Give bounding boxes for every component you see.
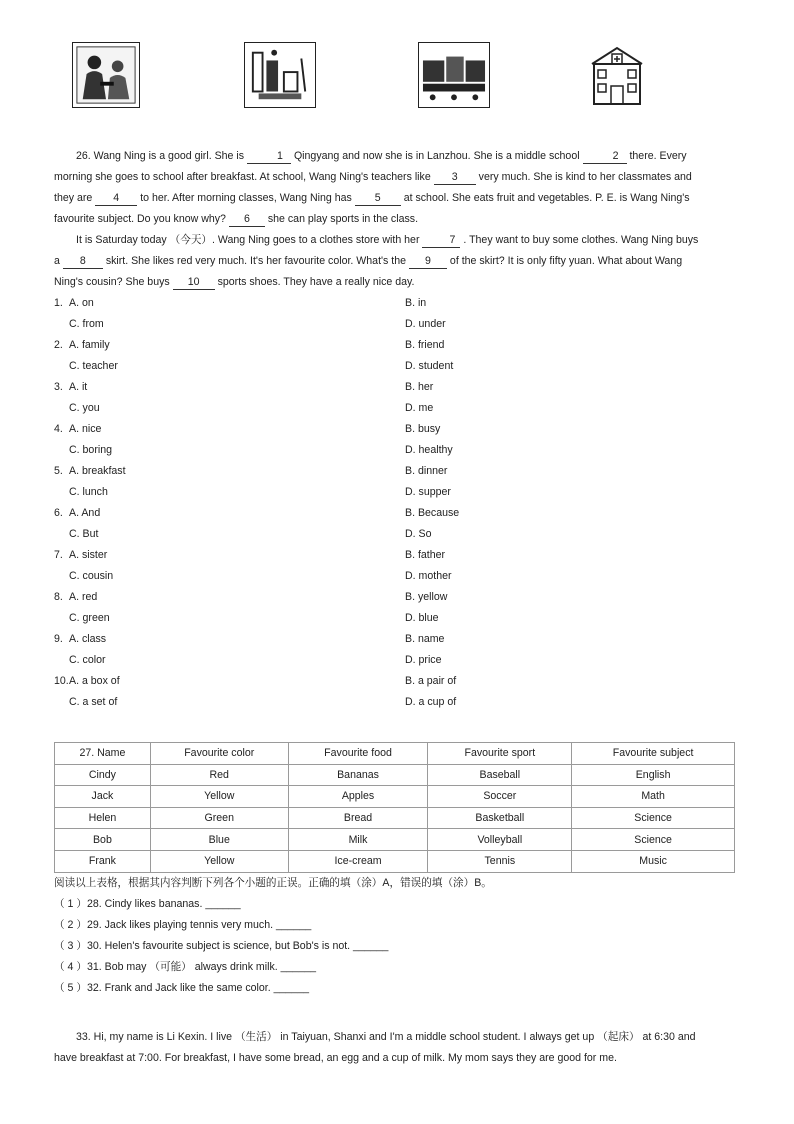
judge-item-28[interactable]: （ 1 ）28. Cindy likes bananas. ______ [54,898,241,910]
option-c[interactable]: C. cousin [69,570,114,582]
option-num: 8. [54,591,63,603]
table-row [55,764,735,786]
q33-line2: have breakfast at 7:00. For breakfast, I have some bread, an egg and a cup of milk. My mom says they are good for me. [54,1052,617,1064]
option-num: 1. [54,297,63,309]
blank-6[interactable]: 6 [229,212,265,227]
q26-line1: 26. Wang Ning is a good girl. She is 1 Qingyang and now she is in Lanzhou. She is a middle school 2 there. Every [76,150,687,162]
market-stalls-picture [418,42,490,108]
q26-line4: favourite subject. Do you know why? 6 she can play sports in the class. [54,213,419,225]
table-row [55,850,735,872]
table-row [55,786,735,808]
table-cell: Tennis [428,850,572,872]
option-b[interactable]: B. her [405,381,434,393]
option-num: 2. [54,339,63,351]
blank-1[interactable]: 1 [247,149,291,164]
judge-item-32[interactable]: （ 5 ）32. Frank and Jack like the same color. ______ [54,982,309,994]
option-d[interactable]: D. blue [405,612,439,624]
market-stalls-icon [419,43,489,107]
option-c[interactable]: C. lunch [69,486,108,498]
table-cell: Yellow [150,850,288,872]
option-d[interactable]: D. student [405,360,454,372]
blank-3[interactable]: 3 [434,170,476,185]
hospital-building-picture [586,42,648,108]
option-b[interactable]: B. dinner [405,465,448,477]
hospital-icon [586,42,648,108]
table-cell: Science [572,829,735,851]
table-cell: Cindy [55,764,151,786]
table-header: Favourite subject [572,743,735,765]
kitchen-items-picture [244,42,316,108]
favourites-table [54,742,735,873]
table-cell: Frank [55,850,151,872]
q26-line5: It is Saturday today （今天）. Wang Ning goes to a clothes store with her 7 . They want to buy some clothes. Wang Ning buys [76,234,699,246]
table-cell: Bananas [288,764,428,786]
table-row [55,829,735,851]
q33-passage [54,1027,742,1069]
option-c[interactable]: C. green [69,612,110,624]
table-cell: Green [150,807,288,829]
judge-item-30[interactable]: （ 3 ）30. Helen's favourite subject is science, but Bob's is not. ______ [54,940,389,952]
option-c[interactable]: C. color [69,654,106,666]
option-a[interactable]: A. red [69,591,98,603]
table-cell: Helen [55,807,151,829]
q26-line2: morning she goes to school after breakfast. At school, Wang Ning's teachers like 3 very much. She is kind to her classmates and [54,171,692,183]
judge-instruction: 阅读以上表格，根据其内容判断下列各个小题的正误。正确的填（涂）A，错误的填（涂）B。 [54,877,492,889]
table-cell: Yellow [150,786,288,808]
q26-line3: they are 4 to her. After morning classes, Wang Ning has 5 at school. She eats fruit and vegetables. P. E. is Wang Ning's [54,192,690,204]
table-cell: Math [572,786,735,808]
q26-line6: a 8 skirt. She likes red very much. It's her favourite color. What's the 9 of the skirt? It is only fifty yuan. What about Wang [54,255,683,267]
table-cell: Red [150,764,288,786]
option-c[interactable]: C. But [69,528,99,540]
option-a[interactable]: A. breakfast [69,465,126,477]
table-row [55,807,735,829]
q26-passage [54,146,742,293]
option-a[interactable]: A. nice [69,423,102,435]
option-b[interactable]: B. in [405,297,427,309]
q26-line7: Ning's cousin? She buys 10 sports shoes. They have a really nice day. [54,276,415,288]
option-d[interactable]: D. price [405,654,442,666]
option-b[interactable]: B. a pair of [405,675,457,687]
table-cell: Science [572,807,735,829]
option-c[interactable]: C. boring [69,444,112,456]
table-cell: Jack [55,786,151,808]
table-cell: Basketball [428,807,572,829]
option-d[interactable]: D. mother [405,570,452,582]
option-num: 6. [54,507,63,519]
table-cell: Milk [288,829,428,851]
blank-10[interactable]: 10 [173,275,215,290]
option-d[interactable]: D. healthy [405,444,453,456]
blank-7[interactable]: 7 [422,233,460,248]
option-d[interactable]: D. supper [405,486,451,498]
option-a[interactable]: A. class [69,633,107,645]
table-cell: Apples [288,786,428,808]
option-b[interactable]: B. father [405,549,446,561]
table-header: Favourite food [288,743,428,765]
judge-item-31[interactable]: （ 4 ）31. Bob may （可能） always drink milk. ______ [54,961,316,973]
option-a[interactable]: A. family [69,339,110,351]
option-num: 4. [54,423,63,435]
blank-9[interactable]: 9 [409,254,447,269]
option-d[interactable]: D. under [405,318,446,330]
option-c[interactable]: C. you [69,402,100,414]
option-a[interactable]: A. it [69,381,88,393]
kitchen-items-icon [245,43,315,107]
option-num: 10. [54,675,69,687]
option-d[interactable]: D. me [405,402,434,414]
blank-5[interactable]: 5 [355,191,401,206]
option-a[interactable]: A. And [69,507,101,519]
option-num: 5. [54,465,63,477]
option-b[interactable]: B. name [405,633,445,645]
option-c[interactable]: C. a set of [69,696,118,708]
option-a[interactable]: A. a box of [69,675,120,687]
option-b[interactable]: B. busy [405,423,441,435]
table-header: Favourite color [150,743,288,765]
option-b[interactable]: B. yellow [405,591,448,603]
table-cell: Bread [288,807,428,829]
table-header-row [55,743,735,765]
table-header: 27. Name [55,743,151,765]
option-c[interactable]: C. teacher [69,360,118,372]
judge-item-29[interactable]: （ 2 ）29. Jack likes playing tennis very much. ______ [54,919,312,931]
option-num: 7. [54,549,63,561]
option-num: 3. [54,381,63,393]
option-c[interactable]: C. from [69,318,104,330]
table-cell: Volleyball [428,829,572,851]
q33-line1: 33. Hi, my name is Li Kexin. I live （生活） in Taiyuan, Shanxi and I'm a middle school student. I always get up （起床） at 6:30 and [76,1031,696,1043]
table-cell: Ice-cream [288,850,428,872]
option-b[interactable]: B. Because [405,507,460,519]
table-cell: Bob [55,829,151,851]
two-people-picture [72,42,140,108]
blank-8[interactable]: 8 [63,254,103,269]
option-a[interactable]: A. on [69,297,94,309]
table-cell: Soccer [428,786,572,808]
blank-4[interactable]: 4 [95,191,137,206]
option-b[interactable]: B. friend [405,339,445,351]
table-cell: Blue [150,829,288,851]
option-num: 9. [54,633,63,645]
two-people-icon [73,43,139,107]
table-cell: English [572,764,735,786]
option-a[interactable]: A. sister [69,549,108,561]
table-cell: Baseball [428,764,572,786]
option-d[interactable]: D. a cup of [405,696,457,708]
option-d[interactable]: D. So [405,528,432,540]
blank-2[interactable]: 2 [583,149,627,164]
table-header: Favourite sport [428,743,572,765]
table-cell: Music [572,850,735,872]
